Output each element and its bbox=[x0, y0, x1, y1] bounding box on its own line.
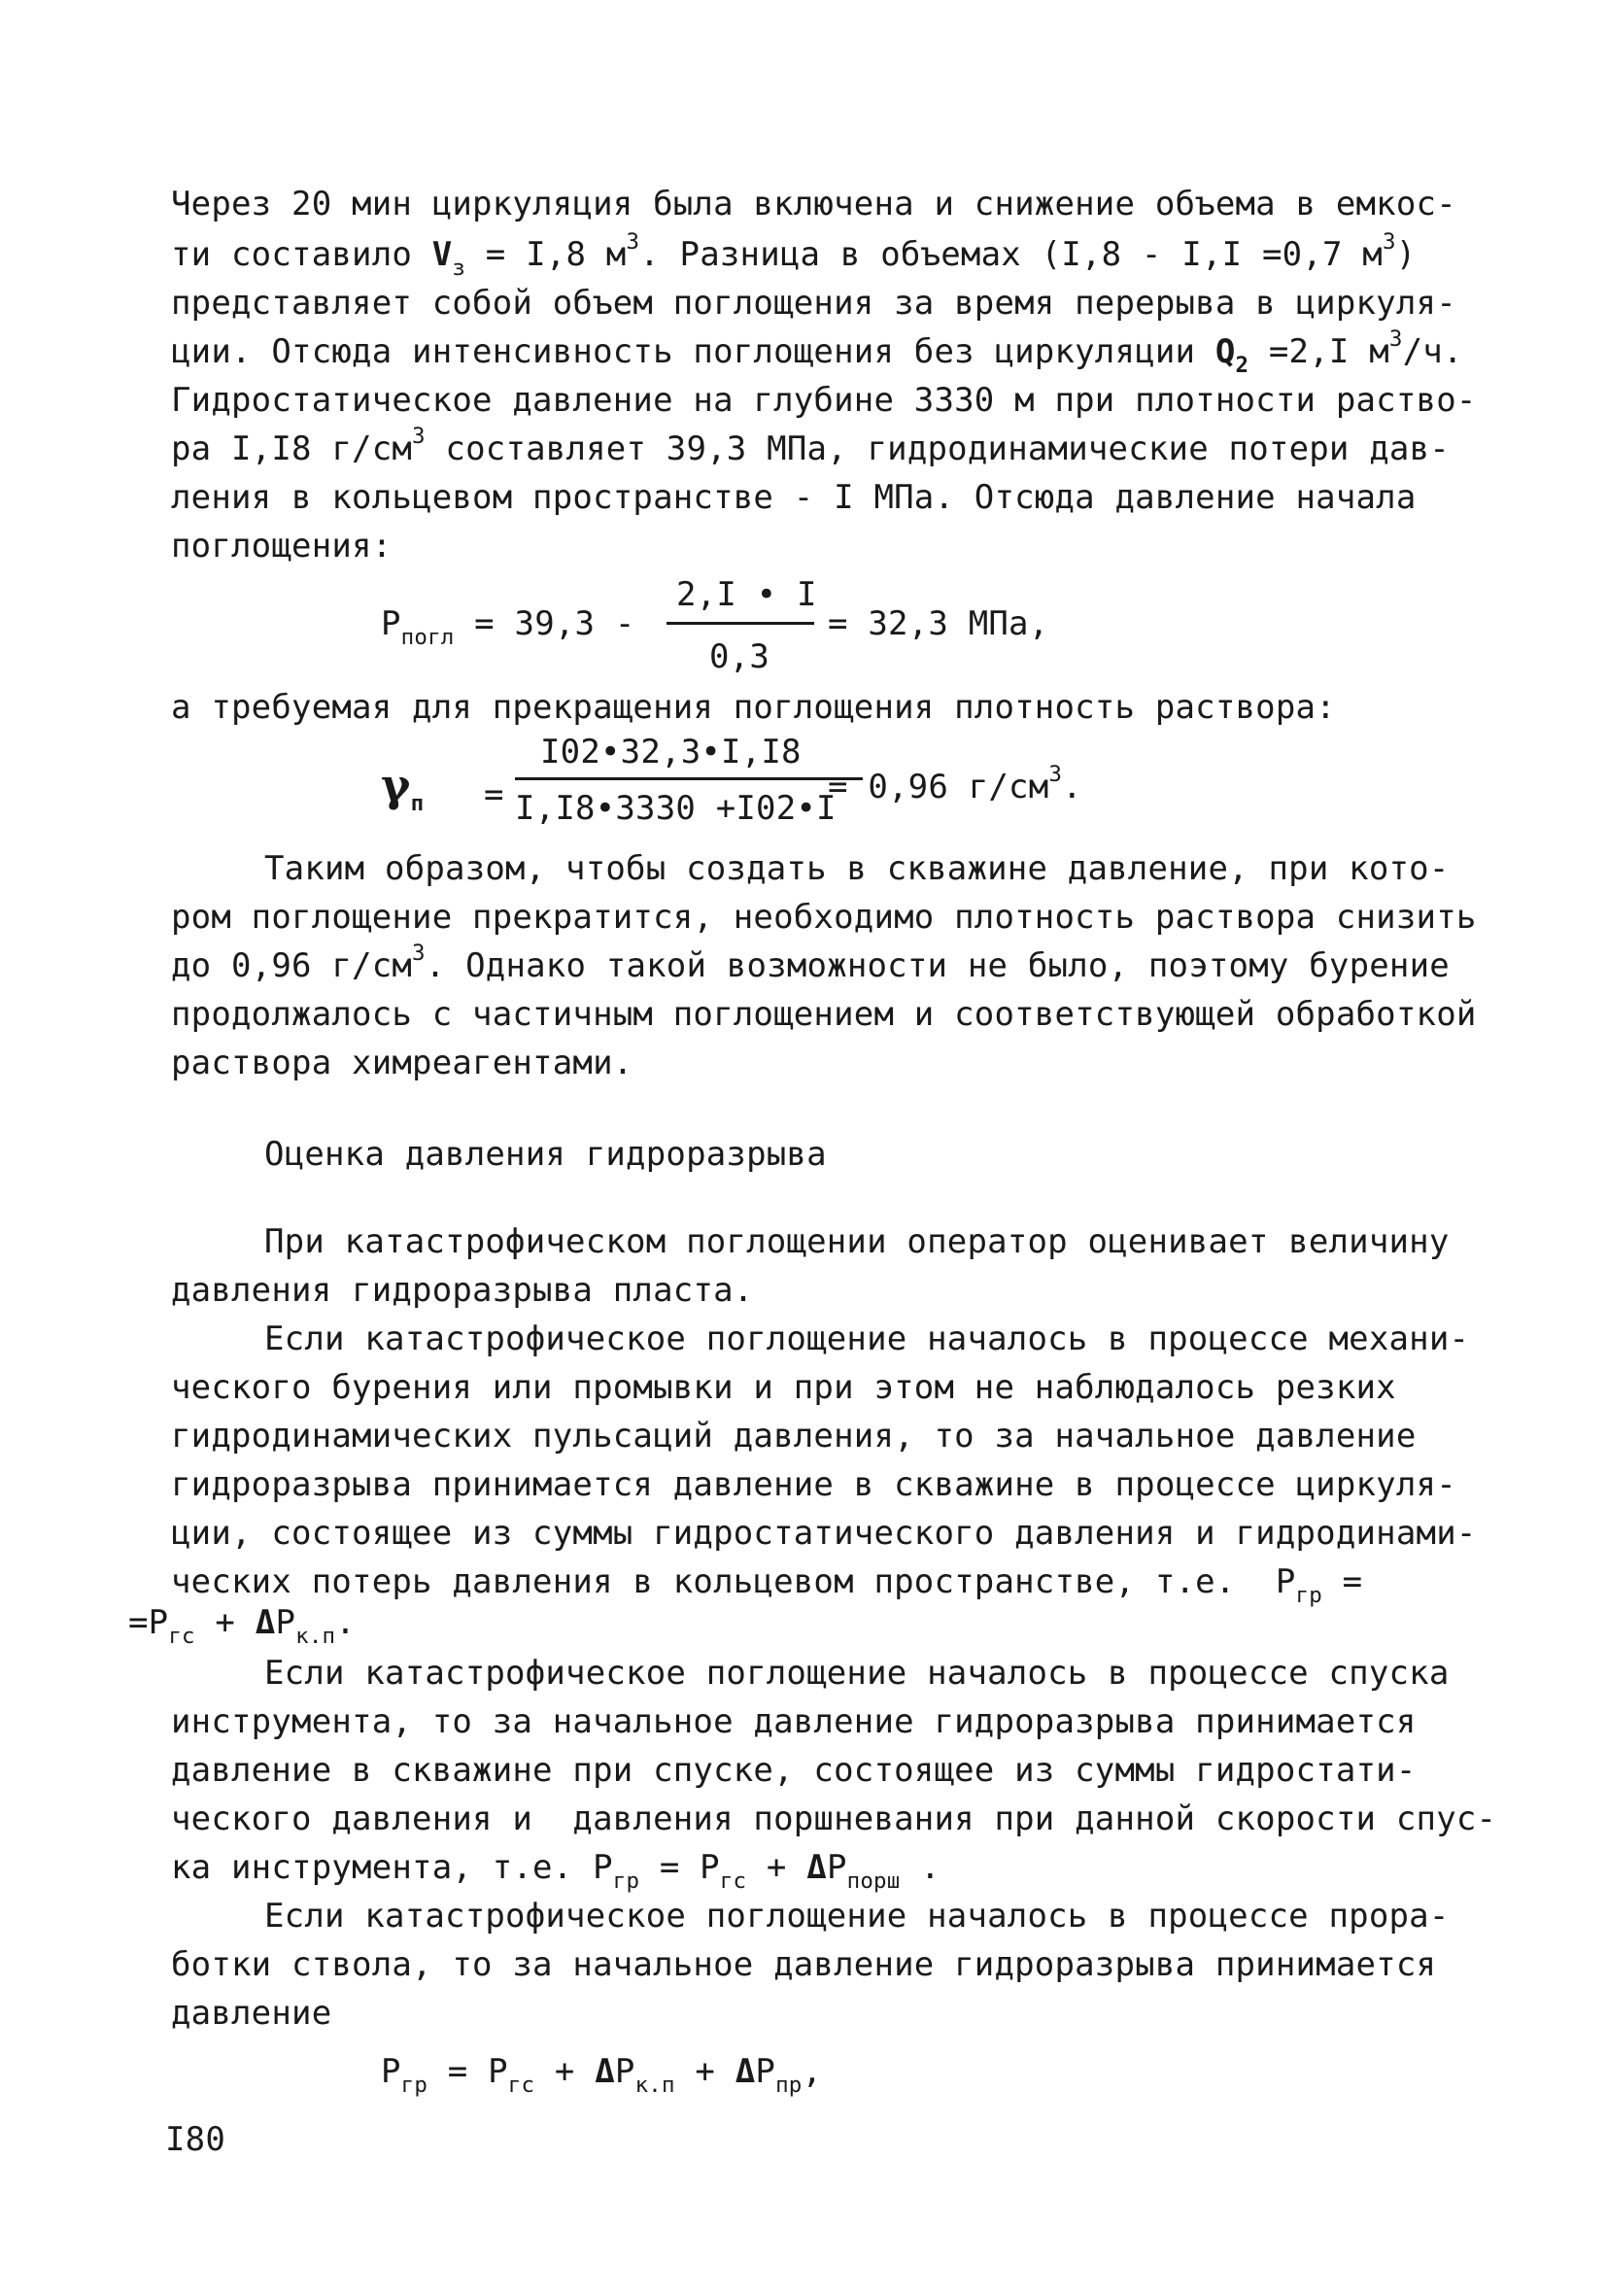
formula-numerator: 2,I • I bbox=[676, 575, 817, 614]
text-line: раствора химреагентами. bbox=[171, 1044, 633, 1082]
text-line: Если катастрофическое поглощение началось в процессе механи- bbox=[264, 1319, 1470, 1358]
text-line: ции, состоящее из суммы гидростатического давления и гидродинами- bbox=[171, 1514, 1477, 1553]
formula-lhs: $\gamma_п$ bbox=[381, 759, 425, 817]
text-line: ления в кольцевом пространстве - I МПа. Отсюда давление начала bbox=[171, 478, 1417, 517]
text-line: ти составило $V_з = I,8$ $м^3$. Разница в объемах (I,8 - I,I =0,7 $м^3$) bbox=[171, 229, 1417, 282]
text-line: Таким образом, чтобы создать в скважине давление, при кото- bbox=[264, 849, 1450, 888]
text-line: гидроразрыва принимается давление в скважине в процессе циркуля- bbox=[171, 1465, 1456, 1504]
formula-numerator: I02•32,3•I,I8 bbox=[540, 733, 802, 771]
fraction-bar bbox=[667, 622, 814, 625]
text-line: ка инструмента, т.е. $P_{гр} = P_{гс} + \Delta P_{порш}$ . bbox=[171, 1848, 940, 1895]
formula-p-gr: $P_{гр} = P_{гс} + \Delta P_{к.п} + \Delta P_{пр}$, bbox=[381, 2052, 823, 2099]
formula-lhs: $P_{погл} = 39,3$ - bbox=[381, 604, 635, 651]
text-line: ческого бурения или промывки и при этом не наблюдалось резких bbox=[171, 1368, 1396, 1407]
page-number: I80 bbox=[165, 2120, 226, 2159]
text-line: поглощения: bbox=[171, 527, 393, 565]
text-line: ром поглощение прекратится, необходимо плотность раствора снизить bbox=[171, 898, 1477, 937]
text-line: а требуемая для прекращения поглощения плотность раствора: bbox=[171, 688, 1336, 727]
text-line: ра I,I8 $г/см^3$ составляет 39,3 МПа, гидродинамические потери дав- bbox=[171, 424, 1450, 468]
text-line: Если катастрофическое поглощение началось в процессе спуска bbox=[264, 1654, 1450, 1693]
text-line: Гидростатическое давление на глубине 3330 м при плотности раство- bbox=[171, 381, 1477, 420]
formula-result: = 32,3 МПа, bbox=[828, 604, 1049, 643]
formula-denominator: 0,3 bbox=[709, 637, 770, 676]
text-line: давления гидроразрыва пласта. bbox=[171, 1271, 754, 1310]
text-line: $=P_{гс} + \Delta P_{к.п}$. bbox=[128, 1603, 356, 1650]
formula-denominator: I,I8•3330 +I02•I bbox=[515, 789, 837, 828]
formula-equals: = bbox=[484, 775, 504, 814]
text-line: ции. Отсюда интенсивность поглощения без циркуляции $Q_2 =2,I$ $м^3/ч$. bbox=[171, 326, 1463, 379]
section-heading: Оценка давления гидроразрыва bbox=[264, 1135, 827, 1174]
text-line: гидродинамических пульсаций давления, то за начальное давление bbox=[171, 1417, 1417, 1456]
formula-result: = 0,96 $г/см^3$. bbox=[828, 762, 1082, 806]
text-line: представляет собой объем поглощения за время перерыва в циркуля- bbox=[171, 284, 1456, 323]
text-line: ботки ствола, то за начальное давление гидроразрыва принимается bbox=[171, 1945, 1437, 1984]
text-line: давление в скважине при спуске, состоящее из суммы гидростати- bbox=[171, 1751, 1417, 1790]
fraction-bar bbox=[515, 777, 863, 780]
text-line: ческих потерь давления в кольцевом пространстве, т.е. $P_{гр}$ = bbox=[171, 1562, 1363, 1609]
text-line: до 0,96 $г/см^3$. Однако такой возможности не было, поэтому бурение bbox=[171, 941, 1450, 985]
text-line: продолжалось с частичным поглощением и соответствующей обработкой bbox=[171, 995, 1477, 1034]
text-line: Через 20 мин циркуляция была включена и снижение объема в емкос- bbox=[171, 185, 1456, 223]
text-line: инструмента, то за начальное давление гидроразрыва принимается bbox=[171, 1702, 1417, 1741]
text-line: Если катастрофическое поглощение началось в процессе прора- bbox=[264, 1897, 1450, 1936]
text-line: При катастрофическом поглощении оператор оценивает величину bbox=[264, 1222, 1450, 1261]
text-line: давление bbox=[171, 1994, 332, 2033]
text-line: ческого давления и давления поршневания при данной скорости спус- bbox=[171, 1799, 1497, 1838]
